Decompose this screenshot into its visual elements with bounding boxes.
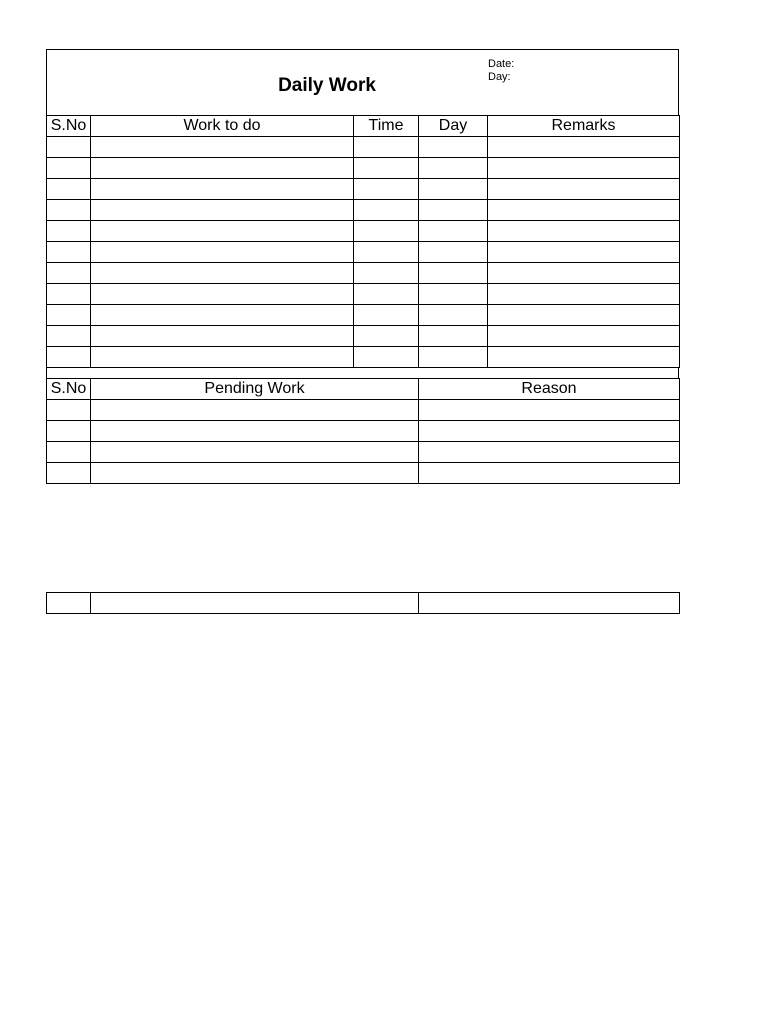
table-cell[interactable] — [354, 347, 419, 368]
table-cell[interactable] — [91, 347, 354, 368]
column-header-day: Day — [419, 116, 488, 137]
table-cell[interactable] — [47, 400, 91, 421]
table-row — [47, 326, 680, 347]
table-row — [47, 200, 680, 221]
column-header-reason: Reason — [419, 379, 680, 400]
table-cell[interactable] — [488, 326, 680, 347]
table-cell[interactable] — [47, 158, 91, 179]
table-cell[interactable] — [47, 137, 91, 158]
column-header-time: Time — [354, 116, 419, 137]
table-cell[interactable] — [419, 158, 488, 179]
table-cell[interactable] — [91, 242, 354, 263]
table-row — [47, 284, 680, 305]
table-cell[interactable] — [419, 442, 680, 463]
table-cell[interactable] — [419, 305, 488, 326]
table-row — [47, 221, 680, 242]
table-cell[interactable] — [419, 347, 488, 368]
table-cell[interactable] — [91, 400, 419, 421]
day-label: Day: — [488, 71, 511, 83]
table-cell[interactable] — [354, 200, 419, 221]
table-cell[interactable] — [354, 179, 419, 200]
table-row — [47, 305, 680, 326]
table-cell[interactable] — [419, 221, 488, 242]
table-cell[interactable] — [354, 158, 419, 179]
table-cell[interactable] — [419, 284, 488, 305]
table-cell[interactable] — [47, 242, 91, 263]
table-cell[interactable] — [488, 263, 680, 284]
pending-table — [46, 378, 680, 484]
table-cell[interactable] — [488, 179, 680, 200]
column-header-pending-work: Pending Work — [91, 379, 419, 400]
table-cell[interactable] — [91, 158, 354, 179]
table-cell[interactable] — [47, 179, 91, 200]
table-cell[interactable] — [91, 263, 354, 284]
table-row — [47, 242, 680, 263]
table-cell[interactable] — [91, 593, 419, 614]
table-cell[interactable] — [91, 326, 354, 347]
work-table-body — [47, 137, 680, 368]
table-row — [47, 179, 680, 200]
table-cell[interactable] — [47, 463, 91, 484]
column-header-sno: S.No — [47, 379, 91, 400]
page-title: Daily Work — [278, 75, 376, 96]
table-row — [47, 158, 680, 179]
table-cell[interactable] — [488, 221, 680, 242]
table-cell[interactable] — [47, 284, 91, 305]
table-cell[interactable] — [419, 263, 488, 284]
table-cell[interactable] — [488, 137, 680, 158]
extra-table — [46, 592, 680, 614]
table-cell[interactable] — [91, 200, 354, 221]
table-row — [47, 347, 680, 368]
work-table — [46, 115, 680, 368]
table-cell[interactable] — [47, 326, 91, 347]
table-row — [47, 137, 680, 158]
table-cell[interactable] — [47, 305, 91, 326]
work-table-header — [47, 116, 680, 137]
table-cell[interactable] — [91, 284, 354, 305]
table-cell[interactable] — [354, 137, 419, 158]
table-cell[interactable] — [419, 326, 488, 347]
sheet-header — [46, 49, 679, 115]
table-cell[interactable] — [47, 593, 91, 614]
table-cell[interactable] — [488, 284, 680, 305]
table-cell[interactable] — [91, 221, 354, 242]
table-cell[interactable] — [419, 400, 680, 421]
table-row — [47, 400, 680, 421]
table-cell[interactable] — [91, 421, 419, 442]
table-cell[interactable] — [488, 158, 680, 179]
table-cell[interactable] — [488, 242, 680, 263]
table-cell[interactable] — [91, 305, 354, 326]
table-cell[interactable] — [419, 179, 488, 200]
table-cell[interactable] — [47, 221, 91, 242]
table-cell[interactable] — [488, 200, 680, 221]
table-cell[interactable] — [354, 242, 419, 263]
table-cell[interactable] — [354, 221, 419, 242]
column-header-work: Work to do — [91, 116, 354, 137]
table-cell[interactable] — [419, 200, 488, 221]
table-row — [47, 463, 680, 484]
pending-table-header — [47, 379, 680, 400]
table-cell[interactable] — [47, 263, 91, 284]
date-label: Date: — [488, 58, 515, 70]
table-cell[interactable] — [47, 200, 91, 221]
column-header-remarks: Remarks — [488, 116, 680, 137]
table-cell[interactable] — [47, 347, 91, 368]
column-header-sno: S.No — [47, 116, 91, 137]
table-cell[interactable] — [419, 242, 488, 263]
table-cell[interactable] — [91, 179, 354, 200]
table-row — [47, 593, 680, 614]
table-cell[interactable] — [47, 421, 91, 442]
table-cell[interactable] — [91, 137, 354, 158]
pending-table-body — [47, 400, 680, 484]
table-cell[interactable] — [354, 263, 419, 284]
table-row — [47, 421, 680, 442]
table-cell[interactable] — [419, 137, 488, 158]
section-spacer — [46, 368, 679, 378]
table-cell[interactable] — [91, 463, 419, 484]
table-cell[interactable] — [354, 284, 419, 305]
table-cell[interactable] — [354, 326, 419, 347]
table-cell[interactable] — [419, 463, 680, 484]
daily-work-sheet — [46, 49, 679, 484]
table-cell[interactable] — [47, 442, 91, 463]
table-cell[interactable] — [488, 305, 680, 326]
table-row — [47, 263, 680, 284]
table-cell[interactable] — [354, 305, 419, 326]
table-cell[interactable] — [419, 421, 680, 442]
table-cell[interactable] — [91, 442, 419, 463]
table-cell[interactable] — [419, 593, 680, 614]
table-row — [47, 442, 680, 463]
table-cell[interactable] — [488, 347, 680, 368]
